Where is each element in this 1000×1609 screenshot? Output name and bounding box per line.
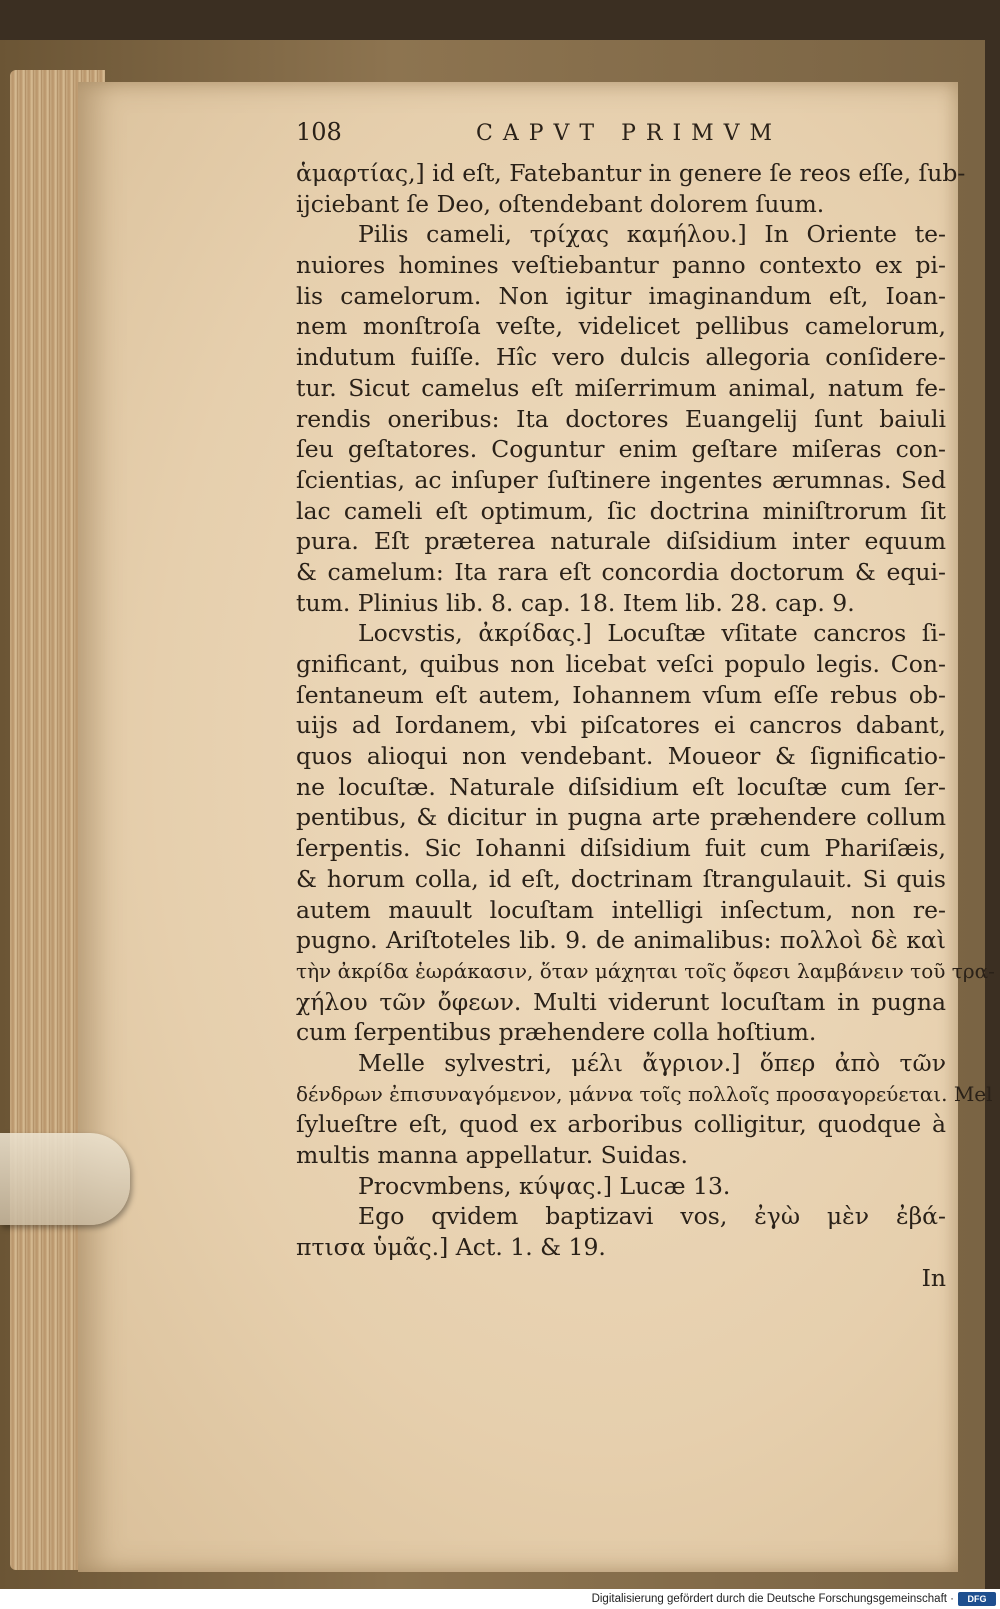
text-line: lac cameli eſt optimum, ſic doctrina miniſtrorum ſit — [296, 496, 946, 525]
text-line: ſcientias, ac inſuper ſuſtinere ingentes ærumnas. Sed — [296, 465, 946, 494]
text-line: ne locuſtæ. Naturale diſsidium eſt locuſtæ cum ſer- — [296, 772, 946, 801]
text-line: rendis oneribus: Ita doctores Euangelij ſunt baiuli — [296, 404, 946, 433]
text-line: ſentaneum eſt autem, Iohannem vſum eſſe rebus ob- — [296, 680, 946, 709]
digitization-footer — [0, 1589, 1000, 1609]
text-line: multis manna appellatur. Suidas. — [296, 1141, 689, 1169]
text-line: lis camelorum. Non igitur imaginandum eſt, Ioan- — [296, 281, 946, 310]
text-line: δένδρων ἐπισυναγόμενον, μάννα τοῖς πολλοῖς προσαγορεύεται. Mel — [296, 1081, 993, 1106]
text-line: ſerpentis. Sic Iohanni diſsidium fuit cum Phariſæis, — [296, 834, 946, 863]
text-line: quos alioqui non vendebant. Moueor & ſignificatio- — [296, 742, 946, 771]
text-line: Procvmbens, κύψας.] Lucæ 13. — [358, 1171, 731, 1200]
catchword: In — [921, 1263, 946, 1292]
page-header — [296, 118, 946, 158]
page-text-block — [296, 118, 995, 1293]
page-number: 108 — [296, 118, 342, 146]
text-line: χήλου τῶν ὄφεων. Multi viderunt locuſtam in pugna — [296, 987, 946, 1016]
page-clip-holder — [0, 1133, 130, 1225]
text-line: uijs ad Iordanem, vbi piſcatores ei cancros dabant, — [296, 711, 946, 740]
text-line: Locvstis, ἀκρίδας.] Locuſtæ vſitate cancros ſi- — [358, 619, 946, 648]
text-line: Melle sylvestri, μέλι ἄγριον.] ὅπερ ἀπὸ τῶν — [358, 1048, 946, 1077]
footer-credit: Digitalisierung gefördert durch die Deutsche Forschungsgemeinschaft · — [591, 1593, 954, 1605]
text-line: ijciebant ſe Deo, oſtendebant dolorem ſuum. — [296, 189, 825, 218]
text-lines — [296, 158, 995, 1263]
text-line: τὴν ἀκρίδα ἑωράκασιν, ὅταν μάχηται τοῖς ὄφεσι λαμβάνειν τοῦ τρα- — [296, 958, 995, 983]
text-line: & camelum: Ita rara eſt concordia doctorum & equi- — [296, 557, 946, 586]
text-line: tum. Plinius lib. 8. cap. 18. Item lib. 28. cap. 9. — [296, 588, 855, 617]
text-line: autem mauult locuſtam intelligi inſectum, non re- — [296, 895, 946, 924]
running-title: CAPVT PRIMVM — [476, 121, 783, 146]
text-line: ſylueſtre eſt, quod ex arboribus colligitur, quodque à — [296, 1110, 946, 1139]
text-line: nem monſtroſa veſte, videlicet pellibus camelorum, — [296, 312, 946, 341]
text-line: πτισα ὑμᾶς.] Act. 1. & 19. — [296, 1233, 606, 1262]
text-line: pentibus, & dicitur in pugna arte præhendere collum — [296, 803, 946, 832]
text-line: cum ſerpentibus præhendere colla hoſtium. — [296, 1018, 817, 1047]
text-line: & horum colla, id eſt, doctrinam ſtrangulauit. Si quis — [296, 864, 946, 893]
text-line: pura. Eſt præterea naturale diſsidium inter equum — [296, 527, 946, 556]
text-line: tur. Sicut camelus eſt miſerrimum animal, natum fe- — [296, 373, 946, 402]
text-line: Ego qvidem baptizavi vos, ἐγὼ μὲν ἐβά- — [358, 1202, 946, 1231]
text-line: indutum fuiſſe. Hîc vero dulcis allegoria conſidere- — [296, 343, 946, 372]
text-line: Pilis cameli, τρίχας καμήλου.] In Oriente te- — [358, 220, 946, 249]
text-line: ἁμαρτίας,] id eſt, Fatebantur in genere ſe reos eſſe, ſub- — [296, 159, 966, 187]
text-line: gnificant, quibus non licebat veſci populo legis. Con- — [296, 650, 946, 678]
text-line: nuiores homines veſtiebantur panno contexto ex pi- — [296, 251, 946, 280]
text-line: pugno. Ariſtoteles lib. 9. de animalibus: πολλοὶ δὲ καὶ — [296, 926, 946, 955]
catchword-line — [296, 1263, 946, 1294]
dfg-logo: DFG — [958, 1592, 996, 1606]
text-line: ſeu geſtatores. Coguntur enim geſtare miſeras con- — [296, 435, 946, 464]
